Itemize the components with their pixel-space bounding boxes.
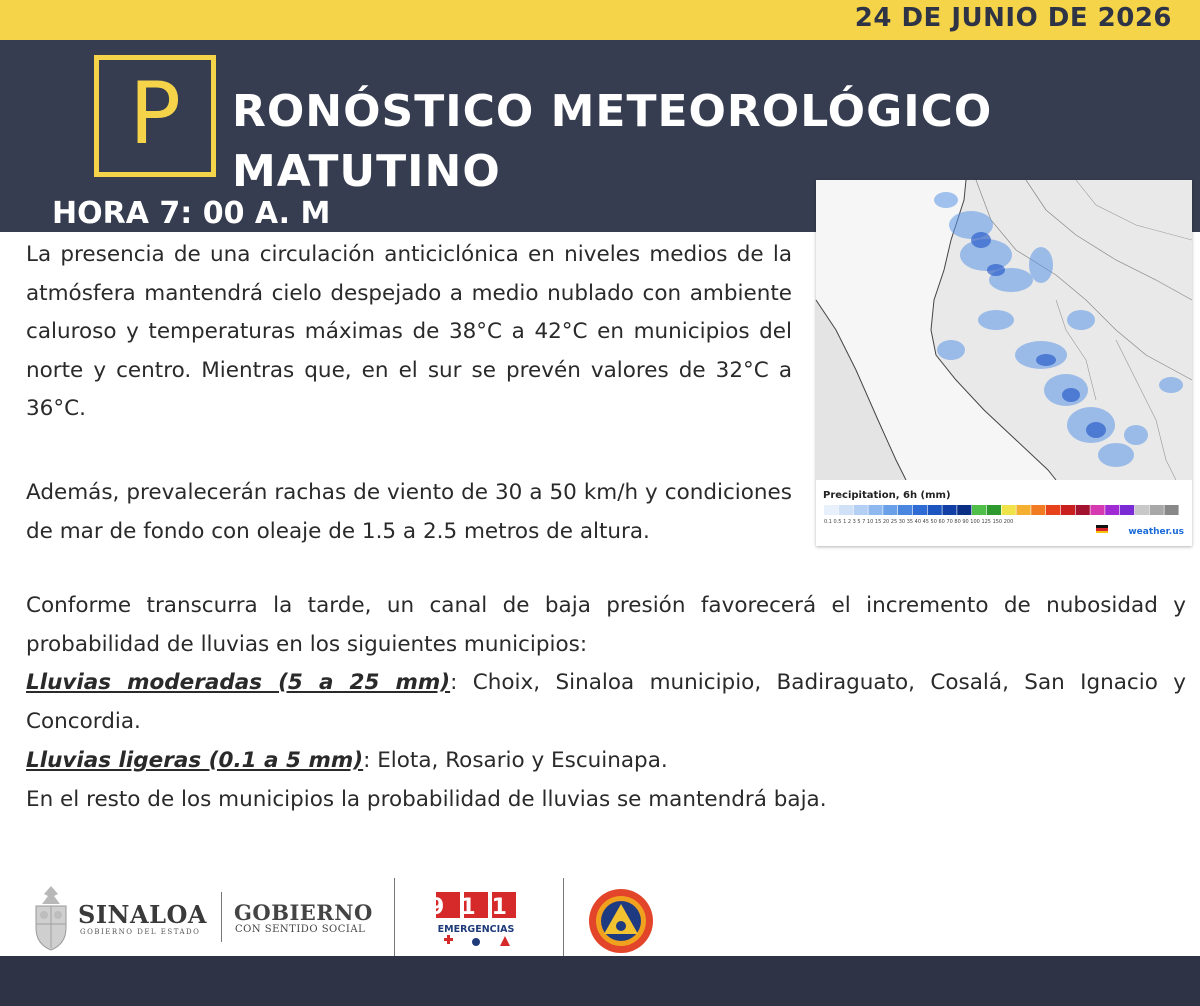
emergencias-911-icon: [429, 890, 523, 952]
moderate-rain-label: Lluvias moderadas (5 a 25 mm): [26, 670, 451, 695]
legend-swatch: [1150, 505, 1164, 515]
legend-swatch: [1076, 505, 1090, 515]
footer-logos: [0, 870, 1200, 960]
top-date-bar: [0, 0, 1200, 40]
svg-text:0.1 0.5 1 2 3 5 7 10 15 20 25: 0.1 0.5 1 2 3 5 7 10 15 20 25 30 35 40 45 50 60 70 80 90 100 125 150 200: [824, 519, 1014, 525]
map-brand-logo: weather.us: [1128, 527, 1184, 537]
paragraph-anticyclone: La presencia de una circulación anticiclónica en niveles medios de la atmósfera mantendrá cielo despejado a medio nublado con ambiente caluroso y temperaturas máximas de 38°C a 42°C en municipios del norte y centro. Mientras que, en el sur se prevén valores de 32°C a 36°C.: [26, 242, 792, 421]
legend-swatch: [868, 505, 882, 515]
bottom-bar: [0, 956, 1200, 1006]
sinaloa-crest-icon: [30, 884, 72, 952]
paragraph-rest: En el resto de los municipios la probabilidad de lluvias se mantendrá baja.: [26, 787, 827, 812]
legend-swatch: [1002, 505, 1016, 515]
svg-text:EMERGENCIAS: EMERGENCIAS: [437, 924, 515, 935]
legend-swatch: [1061, 505, 1075, 515]
logo-divider: [563, 878, 564, 958]
legend-swatch: [1090, 505, 1104, 515]
logo-divider: [221, 892, 222, 942]
legend-swatch: [839, 505, 853, 515]
gobierno-logo-text: GOBIERNO: [234, 900, 373, 925]
title-initial: P: [129, 64, 181, 164]
light-rain-municipalities: : Elota, Rosario y Escuinapa.: [363, 748, 668, 773]
paragraph-afternoon: Conforme transcurra la tarde, un canal de baja presión favorecerá el incremento de nubosidad y probabilidad de lluvias en los siguientes municipios:: [26, 593, 1186, 657]
moderate-rain-item: [26, 664, 1186, 741]
title-initial-box: [94, 55, 216, 177]
legend-swatch: [913, 505, 927, 515]
sinaloa-logo-text: SINALOA: [78, 900, 208, 929]
legend-swatch: [987, 505, 1001, 515]
logo-divider: [394, 878, 395, 958]
legend-swatch: [883, 505, 897, 515]
bulletin-date: 24 DE JUNIO DE 2026: [854, 3, 1172, 33]
proteccion-civil-seal-icon: [588, 888, 654, 954]
legend-swatch: [928, 505, 942, 515]
emergencias-911-logo: [429, 890, 523, 952]
light-rain-item: [26, 742, 1186, 781]
title-line-2: MATUTINO: [232, 146, 501, 197]
legend-swatch: [972, 505, 986, 515]
legend-swatch: [1135, 505, 1149, 515]
light-rain-label: Lluvias ligeras (0.1 a 5 mm): [26, 748, 364, 773]
legend-swatch: [1046, 505, 1060, 515]
map-legend-title: Precipitation, 6h (mm): [823, 490, 951, 501]
legend-swatch: [1164, 505, 1178, 515]
legend-swatch: [898, 505, 912, 515]
legend-swatch: [824, 505, 838, 515]
legend-swatch: [1105, 505, 1119, 515]
title-line-1: RONÓSTICO METEOROLÓGICO: [232, 86, 993, 137]
paragraph-wind: Además, prevalecerán rachas de viento de 30 a 50 km/h y condiciones de mar de fondo con oleaje de 1.5 a 2.5 metros de altura.: [26, 480, 792, 544]
legend-swatch: [1120, 505, 1134, 515]
legend-swatch: [957, 505, 971, 515]
svg-text:911: 911: [429, 895, 523, 920]
legend-swatch: [1031, 505, 1045, 515]
legend-swatch: [854, 505, 868, 515]
forecast-time: HORA 7: 00 A. M: [52, 196, 331, 231]
precipitation-map: [816, 180, 1192, 546]
sinaloa-logo-subtitle: GOBIERNO DEL ESTADO: [80, 928, 201, 936]
legend-swatch: [1016, 505, 1030, 515]
moderate-rain-municipalities: : Choix, Sinaloa municipio, Badiraguato, Cosalá, San Ignacio y Concordia.: [26, 670, 1187, 734]
gobierno-logo-subtitle: CON SENTIDO SOCIAL: [235, 924, 366, 935]
legend-swatch: [942, 505, 956, 515]
